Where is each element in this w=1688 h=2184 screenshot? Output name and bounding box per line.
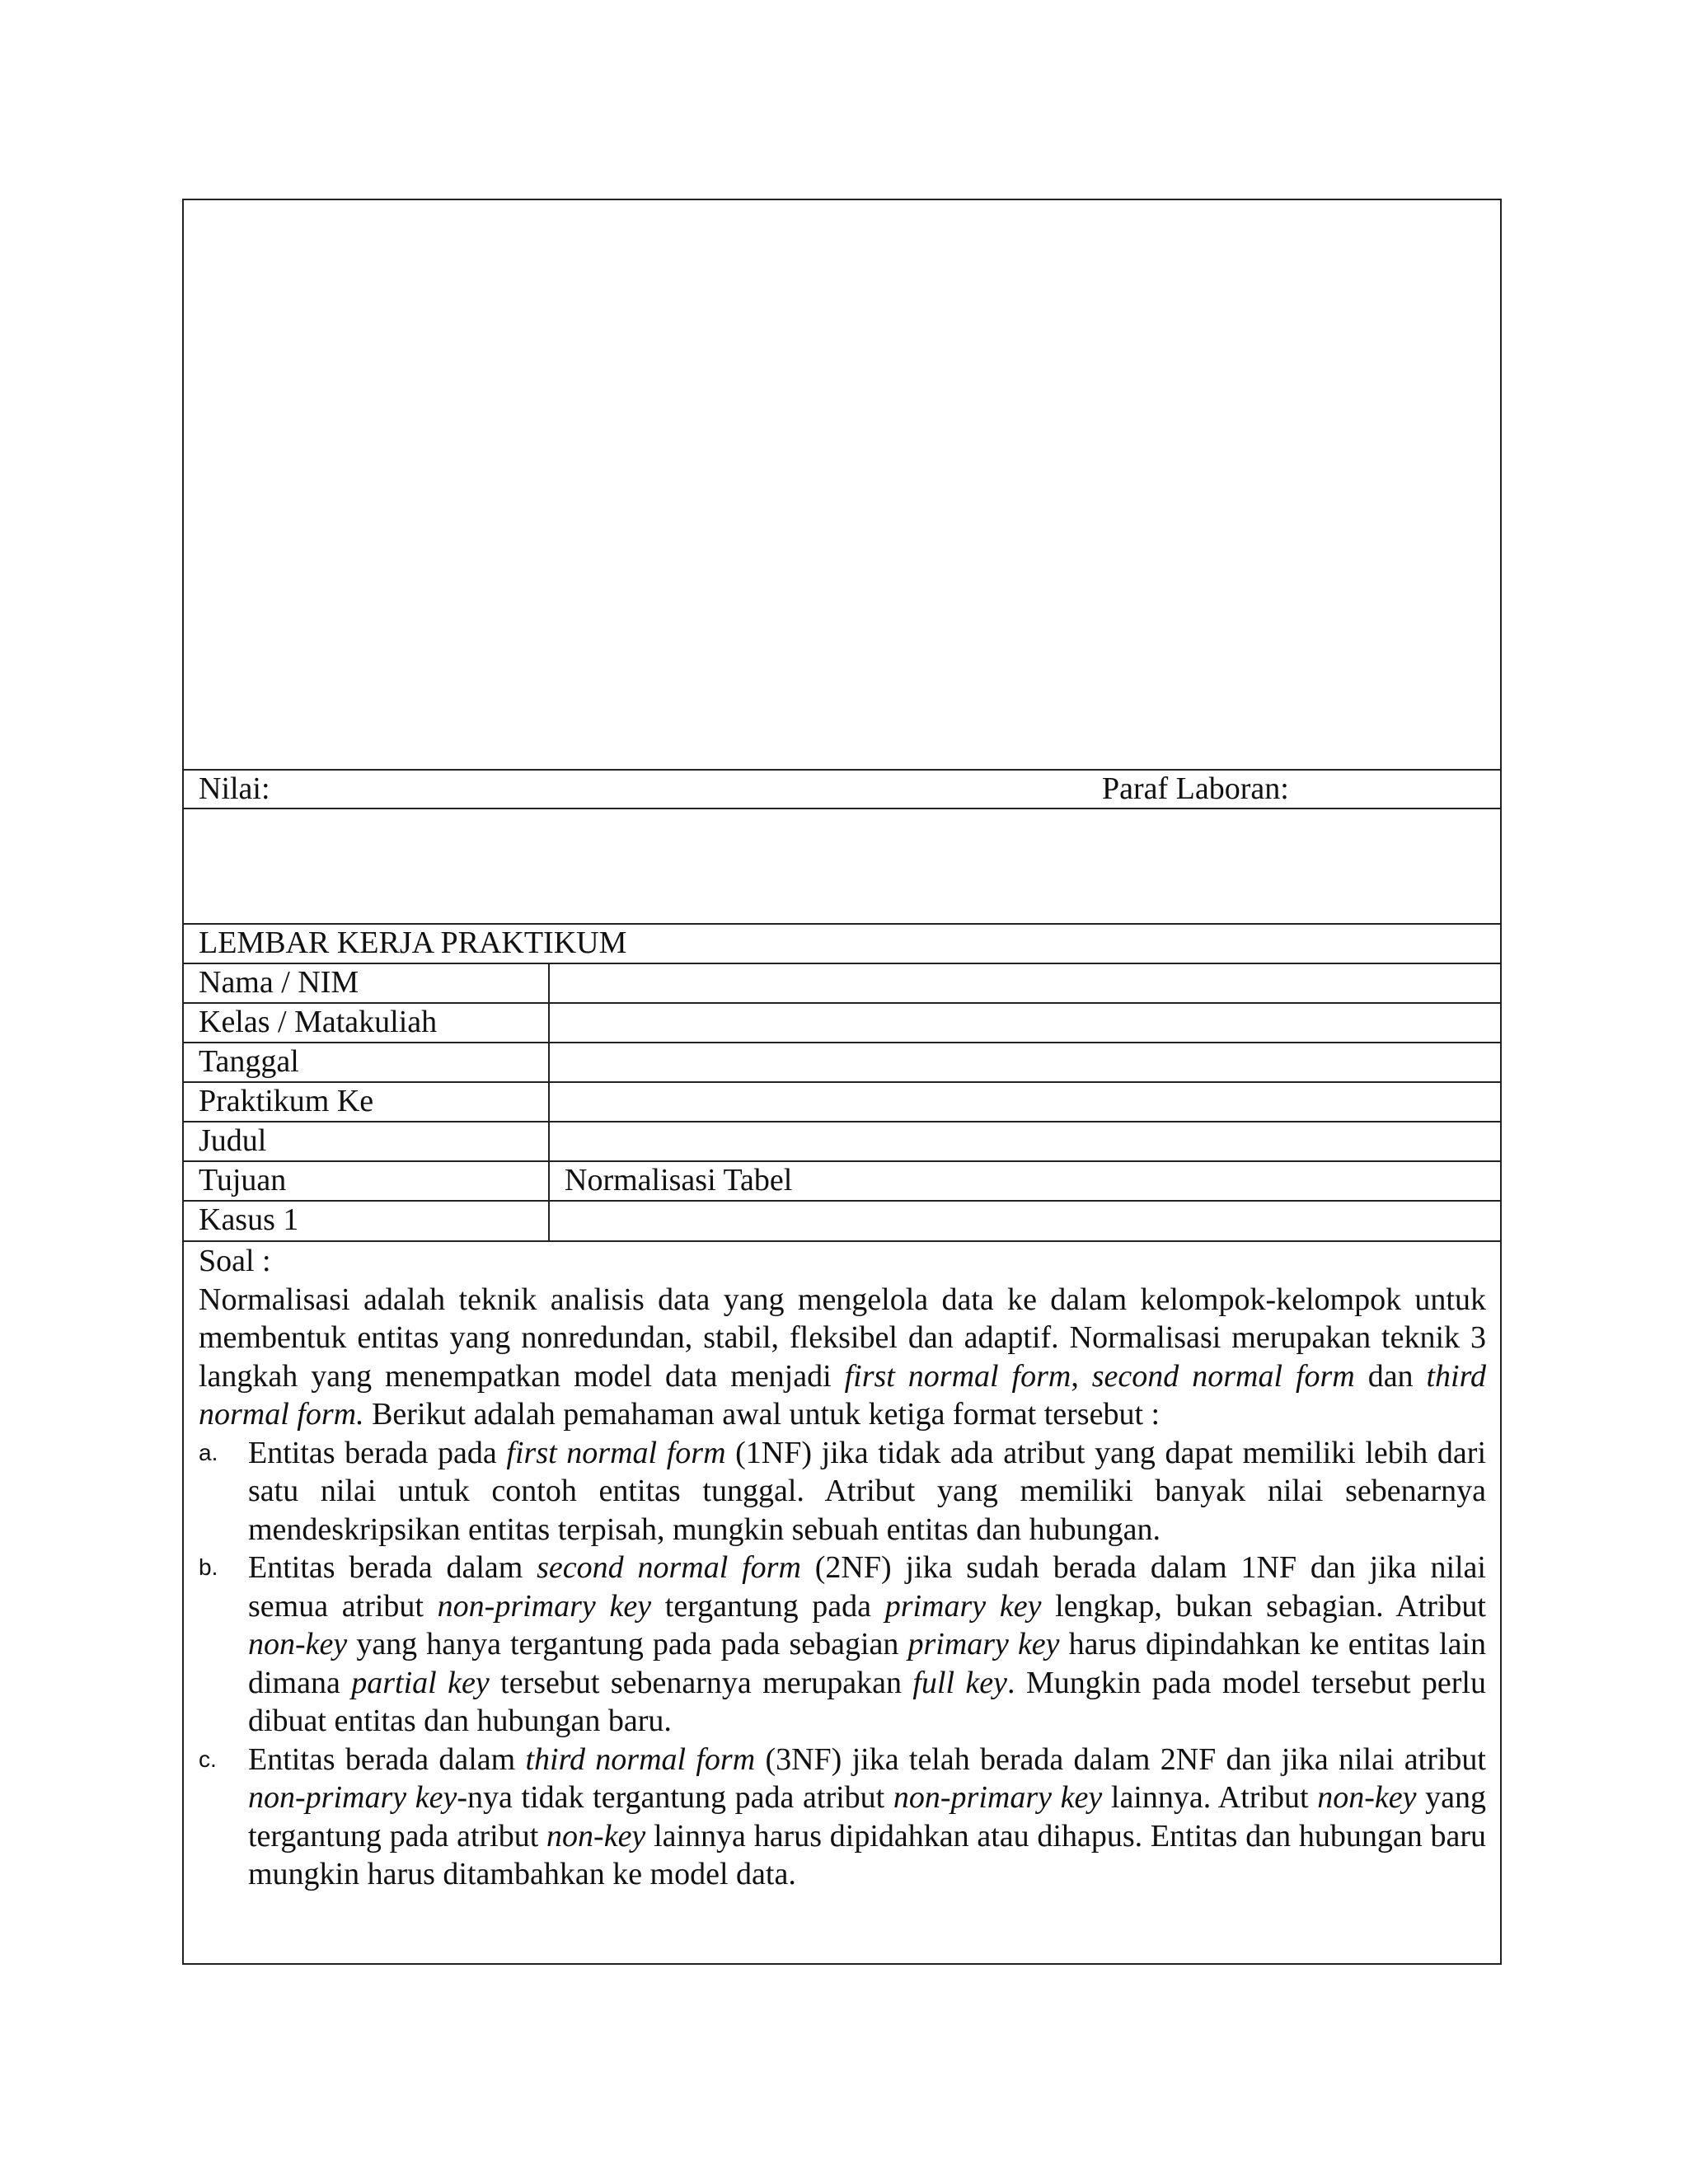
italic-term: first normal form	[844, 1358, 1071, 1394]
field-label: Praktikum Ke	[199, 1084, 374, 1118]
soal-intro	[199, 1281, 1486, 1434]
italic-term: second normal form	[537, 1550, 801, 1585]
text-run: (3NF) jika telah berada dalam 2NF dan jika nilai atribut	[755, 1741, 1486, 1777]
text-run: . Mungkin pada model tersebut perlu dibuat entitas dan hubungan baru.	[248, 1665, 1486, 1738]
italic-term: non-key	[1317, 1780, 1417, 1815]
text-run: Entitas berada dalam	[248, 1741, 526, 1777]
text-run: lengkap, bukan sebagian. Atribut	[1041, 1588, 1486, 1624]
nilai-label: Nilai:	[199, 771, 270, 806]
italic-term: second normal form	[1091, 1358, 1355, 1394]
divider	[184, 1160, 1500, 1162]
soal-list-item	[199, 1741, 1486, 1894]
worksheet-frame	[182, 199, 1502, 1965]
italic-term: full key	[912, 1665, 1008, 1700]
text-run: Berikut adalah pemahaman awal untuk ketiga format tersebut :	[363, 1397, 1160, 1432]
text-run: tergantung pada	[651, 1588, 885, 1624]
italic-term: non-primary key	[248, 1780, 457, 1815]
italic-term: third normal form.	[199, 1358, 1486, 1432]
text-run: -nya tidak tergantung pada atribut	[457, 1780, 893, 1815]
field-label: Kasus 1	[199, 1202, 299, 1237]
soal-list-item	[199, 1549, 1486, 1741]
paraf-laboran-label: Paraf Laboran:	[1102, 771, 1289, 806]
worksheet-title: LEMBAR KERJA PRAKTIKUM	[199, 926, 627, 960]
divider	[184, 769, 1500, 771]
text-run: (1NF) jika tidak ada atribut yang dapat memiliki lebih dari satu nilai untuk contoh entitas tunggal. Atribut yang memiliki banyak nilai sebenarnya mendeskripsikan entitas terpisah, mungkin sebuah entitas dan hubungan.	[248, 1435, 1487, 1547]
italic-term: non-primary key	[893, 1780, 1103, 1815]
text-run: Entitas berada dalam	[248, 1550, 537, 1585]
list-marker: b.	[199, 1554, 218, 1580]
list-marker: c.	[199, 1746, 217, 1772]
text-run: harus dipindahkan ke entitas lain dimana	[248, 1627, 1486, 1700]
italic-term: primary key	[907, 1627, 1060, 1661]
italic-term: third normal form	[525, 1741, 756, 1777]
divider	[184, 963, 1500, 964]
divider	[184, 1200, 1500, 1202]
field-label: Kelas / Matakuliah	[199, 1005, 438, 1039]
field-label: Judul	[199, 1123, 267, 1158]
italic-term: primary key	[884, 1588, 1042, 1624]
soal-list-item	[199, 1434, 1486, 1549]
soal-heading: Soal :	[199, 1244, 271, 1278]
divider	[184, 1081, 1500, 1083]
divider	[184, 1121, 1500, 1122]
text-run: (2NF) jika sudah berada dalam 1NF dan jika nilai semua atribut	[248, 1550, 1486, 1624]
text-run: yang hanya tergantung pada pada sebagian	[347, 1627, 908, 1661]
field-value: Normalisasi Tabel	[565, 1163, 793, 1197]
text-run: Normalisasi adalah teknik analisis data yang mengelola data ke dalam kelompok-kelompok untuk membentuk entitas yang nonredundan, stabil, fleksibel dan adaptif. Normalisasi merupakan teknik 3 langkah yang menempatkan model data menjadi	[199, 1282, 1486, 1394]
soal-section	[199, 1242, 1486, 1894]
italic-term: non-key	[546, 1818, 646, 1854]
italic-term: non-key	[248, 1627, 348, 1661]
italic-term: first normal form	[506, 1435, 726, 1470]
soal-list	[199, 1434, 1486, 1894]
text-run: yang tergantung pada atribut	[248, 1780, 1487, 1854]
italic-term: partial key	[351, 1665, 490, 1700]
text-run: Entitas berada pada	[248, 1435, 507, 1470]
answer-area	[184, 200, 1500, 769]
text-run: ,	[1071, 1358, 1092, 1394]
text-run: dan	[1354, 1358, 1427, 1394]
divider	[184, 1042, 1500, 1043]
field-label: Nama / NIM	[199, 965, 359, 1000]
italic-term: non-primary key	[437, 1588, 652, 1624]
text-run: lainnya harus dipidahkan atau dihapus. Entitas dan hubungan baru mungkin harus ditambahkan ke model data.	[248, 1818, 1486, 1891]
text-run: tersebut sebenarnya merupakan	[489, 1665, 913, 1700]
list-marker: a.	[199, 1439, 218, 1465]
field-column-divider	[548, 963, 550, 1240]
field-label: Tujuan	[199, 1163, 287, 1197]
signature-area	[184, 808, 1500, 923]
field-label: Tanggal	[199, 1044, 299, 1079]
text-run: lainnya. Atribut	[1102, 1780, 1318, 1815]
